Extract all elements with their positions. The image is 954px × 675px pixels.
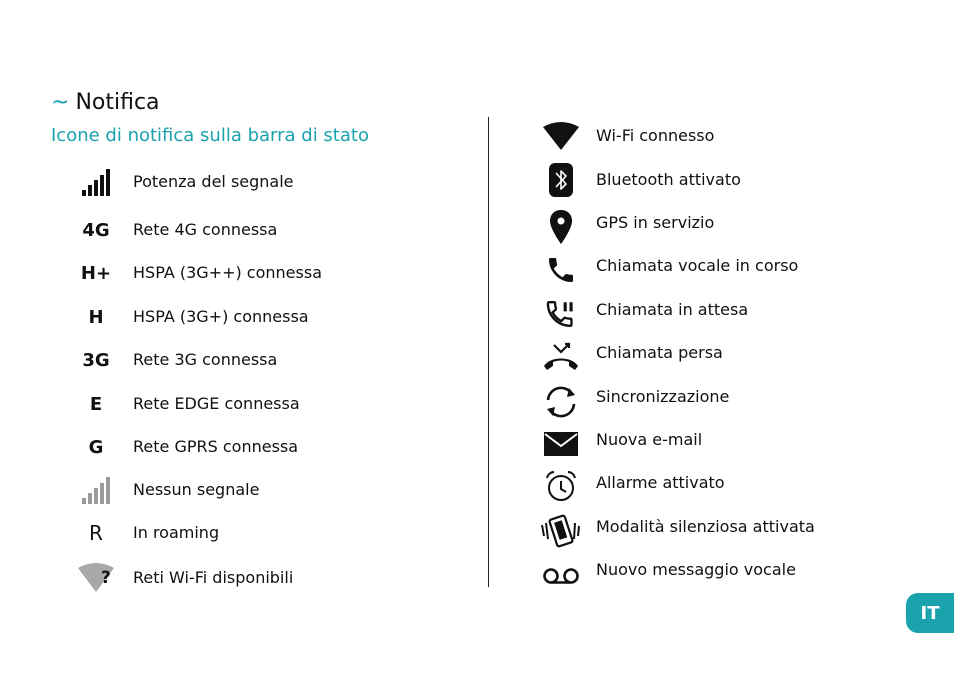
wifi-available-icon bbox=[76, 560, 116, 596]
gprs-glyph: G bbox=[88, 436, 104, 458]
voicemail-icon bbox=[541, 552, 581, 588]
4g-glyph: 4G bbox=[82, 219, 110, 241]
list-item-label: Nuova e-mail bbox=[596, 430, 703, 449]
list-item-label: Bluetooth attivato bbox=[596, 170, 741, 189]
call-hold-icon bbox=[541, 292, 581, 328]
list-item-label: Chiamata persa bbox=[596, 343, 723, 362]
list-item-label: Nessun segnale bbox=[133, 480, 260, 499]
list-item-label: Rete 3G connessa bbox=[133, 350, 278, 369]
list-item-label: Nuovo messaggio vocale bbox=[596, 560, 796, 579]
no-signal-icon bbox=[76, 472, 116, 508]
column-divider bbox=[488, 117, 489, 587]
wifi-icon bbox=[541, 118, 581, 154]
email-icon bbox=[541, 422, 581, 458]
hspa-icon bbox=[76, 299, 116, 335]
language-tab: IT bbox=[906, 593, 954, 633]
3g-glyph: 3G bbox=[82, 349, 110, 371]
list-item-label: GPS in servizio bbox=[596, 213, 715, 232]
title-tilde: ~ bbox=[51, 90, 70, 115]
alarm-clock-icon bbox=[541, 465, 581, 501]
page-title bbox=[51, 88, 160, 118]
list-item-label: Rete 4G connessa bbox=[133, 220, 278, 239]
edge-glyph: E bbox=[89, 393, 103, 415]
edge-icon bbox=[76, 386, 116, 422]
list-item-label: Wi-Fi connesso bbox=[596, 126, 715, 145]
title-text: Notifica bbox=[75, 90, 160, 115]
bluetooth-icon bbox=[541, 162, 581, 198]
list-item-label: Potenza del segnale bbox=[133, 172, 294, 191]
list-item-label: Reti Wi-Fi disponibili bbox=[133, 568, 294, 587]
wifi-question-glyph: ? bbox=[101, 568, 111, 588]
4g-icon bbox=[76, 212, 116, 248]
list-item-label: Sincronizzazione bbox=[596, 387, 730, 406]
missed-call-icon bbox=[541, 335, 581, 371]
list-item-label: Rete GPRS connessa bbox=[133, 437, 299, 456]
list-item-label: In roaming bbox=[133, 523, 220, 542]
gprs-icon bbox=[76, 429, 116, 465]
section-subtitle: Icone di notifica sulla barra di stato bbox=[51, 125, 369, 146]
hspa-plus-icon bbox=[76, 255, 116, 291]
3g-icon bbox=[76, 342, 116, 378]
hspa-plus-glyph: H+ bbox=[80, 262, 112, 284]
roaming-icon bbox=[76, 515, 116, 551]
gps-pin-icon bbox=[541, 205, 581, 241]
signal-strength-icon bbox=[76, 164, 116, 200]
list-item-label: HSPA (3G++) connessa bbox=[133, 263, 322, 282]
hspa-glyph: H bbox=[88, 306, 104, 328]
list-item-label: Rete EDGE connessa bbox=[133, 394, 300, 413]
phone-call-icon bbox=[541, 248, 581, 284]
list-item-label: Chiamata in attesa bbox=[596, 300, 749, 319]
list-item-label: Modalità silenziosa attivata bbox=[596, 517, 815, 536]
list-item-label: Allarme attivato bbox=[596, 473, 725, 492]
roaming-glyph: R bbox=[89, 521, 103, 545]
list-item-label: HSPA (3G+) connessa bbox=[133, 307, 309, 326]
sync-icon bbox=[541, 379, 581, 415]
list-item-label: Chiamata vocale in corso bbox=[596, 256, 799, 275]
vibrate-icon bbox=[541, 509, 581, 545]
